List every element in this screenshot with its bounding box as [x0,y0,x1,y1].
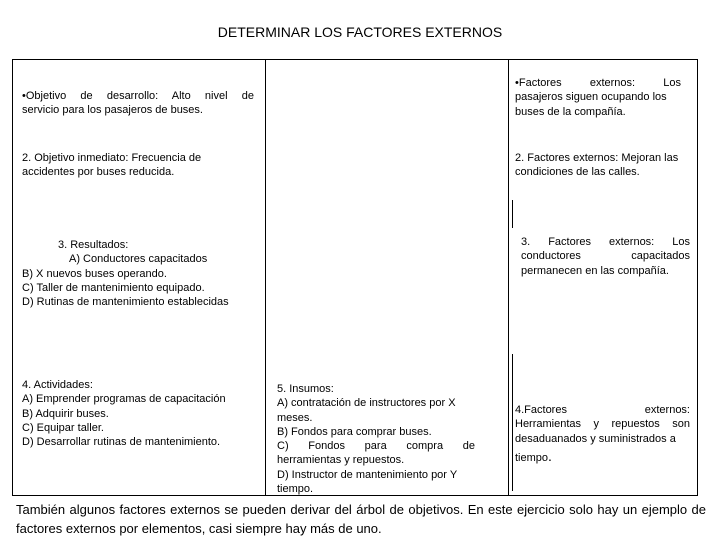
actividades-cell [22,378,262,449]
insumos-item-c-cont: herramientas y repuestos. [277,454,405,467]
row-divider-right-segment [512,200,513,228]
objetivo-inmediato-line2: accidentes por buses reducida. [22,166,175,179]
factores-3-line2: conductores capacitados [521,250,690,263]
factores-1-line3: buses de la compañía. [515,105,626,118]
actividades-item-b: B) Adquirir buses. [22,407,109,420]
factores-2-cell [515,151,695,180]
objetivo-desarrollo-cell [22,89,254,118]
factores-2-line1: 2. Factores externos: Mejoran las [515,152,679,164]
resultados-item-d: D) Rutinas de mantenimiento establecidas [22,296,229,309]
actividades-item-a: A) Emprender programas de capacitación [22,393,226,406]
factores-4-line2: Herramientas y repuestos son [515,418,690,431]
factores-1-line1: •Factores externos: Los [515,77,681,89]
objetivo-inmediato-line1: 2. Objetivo inmediato: Frecuencia de [22,152,202,164]
insumos-item-d-cont: tiempo. [277,483,314,496]
factores-1-line2: pasajeros siguen ocupando los [515,91,667,104]
factores-4-line4 [515,449,690,465]
resultados-item-c: C) Taller de mantenimiento equipado. [22,281,205,294]
actividades-item-d: D) Desarrollar rutinas de mantenimiento. [22,436,221,449]
actividades-heading: 4. Actividades: [22,379,93,391]
factores-2-line2: condiciones de las calles. [515,166,640,179]
column-divider-right [508,59,509,496]
factores-3-line1: 3. Factores externos: Los [521,236,690,248]
resultados-item-b: B) X nuevos buses operando. [22,267,167,280]
resultados-item-a: A) Conductores capacitados [69,253,208,266]
factores-4-line1: 4.Factores externos: [515,404,690,416]
resultados-cell [22,238,262,309]
insumos-cell [277,382,475,496]
factores-1-cell [515,76,681,119]
row-divider-right-segment [512,354,513,491]
factores-4-word: tiempo [515,451,549,464]
insumos-item-a-cont: meses. [277,411,313,424]
factores-4-period: . [548,447,552,464]
insumos-heading: 5. Insumos: [277,383,334,395]
factores-3-line3: permanecen en las compañía. [521,264,669,277]
resultados-heading: 3. Resultados: [58,239,129,251]
objetivo-desarrollo-line1: •Objetivo de desarrollo: Alto nivel de [22,90,254,102]
footer-note: También algunos factores externos se pueden derivar del árbol de objetivos. En este ejercicio solo hay un ejemplo de factores externos por elementos, casi siempre hay más de uno. [16,502,706,536]
factores-3-cell [521,235,690,278]
column-divider-left [265,59,266,496]
insumos-item-c: C) Fondos para compra de [277,440,475,453]
factores-4-line3: desaduanados y suministrados a [515,432,676,445]
insumos-item-b: B) Fondos para comprar buses. [277,425,432,438]
actividades-item-c: C) Equipar taller. [22,421,104,434]
insumos-item-a: A) contratación de instructores por X [277,397,456,410]
objetivo-inmediato-cell [22,151,262,180]
page-title: DETERMINAR LOS FACTORES EXTERNOS [217,24,503,40]
objetivo-desarrollo-line2: servicio para los pasajeros de buses. [22,104,203,117]
factores-4-cell [515,403,690,465]
insumos-item-d: D) Instructor de mantenimiento por Y [277,468,458,481]
